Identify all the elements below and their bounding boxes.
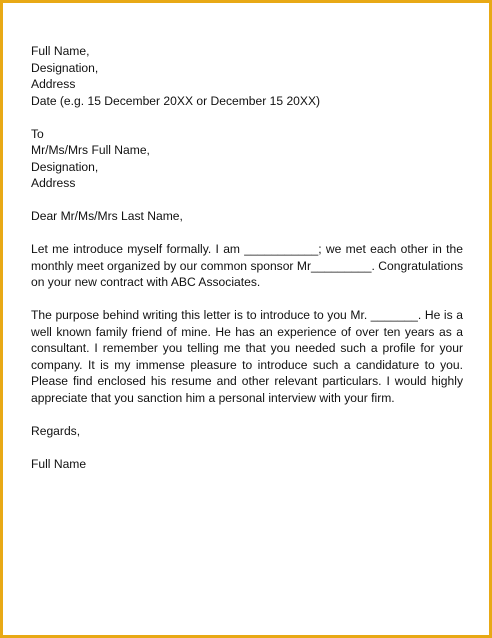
closing: Regards, [31, 423, 81, 438]
sender-designation: Designation, [31, 60, 99, 75]
recipient-designation: Designation, [31, 159, 99, 174]
body-paragraph-intro: Let me introduce myself formally. I am ___________; we met each other in the monthly meet organized by our common sponsor Mr_________. Congratulations on your new contract with ABC Associates. [31, 242, 463, 289]
recipient-address: Address [31, 176, 76, 190]
body-paragraph-purpose: The purpose behind writing this letter is to introduce to you Mr. _______. He is a well known family friend of mine. He has an experience of over ten years as a consultant. I remember you telling me that you needed such a profile for your company. It is my immense pleasure to introduce such a candidature to you. Please find enclosed his resume and other relevant particulars. I would highly appreciate that you sanction him a personal interview with your firm. [31, 308, 463, 405]
spacer [31, 192, 463, 209]
spacer [31, 225, 463, 242]
sender-name: Full Name, [31, 44, 90, 58]
spacer [31, 439, 463, 456]
salutation: Dear Mr/Ms/Mrs Last Name, [31, 209, 183, 223]
sender-address: Address [31, 77, 76, 91]
letter-body [31, 43, 463, 472]
signature-name: Full Name [31, 456, 87, 471]
recipient-name: Mr/Ms/Mrs Full Name, [31, 143, 150, 157]
recipient-block [31, 126, 463, 192]
recipient-to: To [31, 126, 44, 141]
letter-date: Date (e.g. 15 December 20XX or December 15 20XX) [31, 93, 321, 108]
spacer [31, 291, 463, 308]
sender-block [31, 43, 463, 109]
spacer [31, 109, 463, 126]
spacer [31, 406, 463, 423]
